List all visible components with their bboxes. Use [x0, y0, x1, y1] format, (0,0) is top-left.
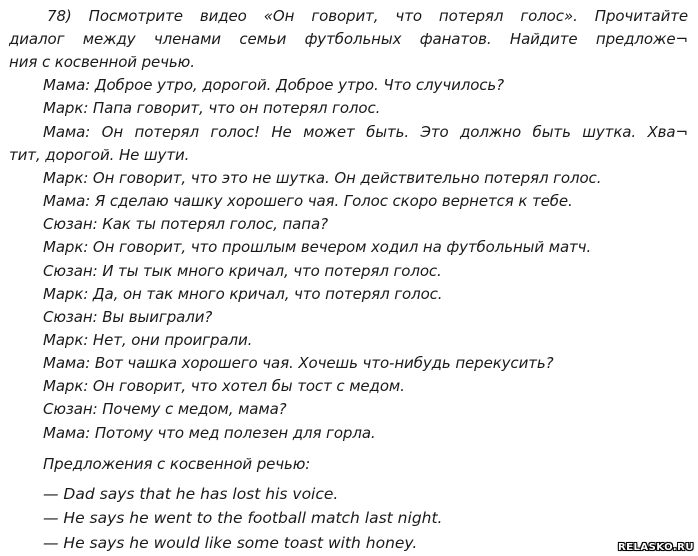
task-line-3: ния с косвенной речью.	[9, 53, 195, 71]
dialogue-line: Марк: Папа говорит, что он потерял голос.	[43, 99, 381, 117]
dialogue-line: Марк: Он говорит, что прошлым вечером ходил на футбольный матч.	[43, 238, 592, 256]
answer-line: — He says he would like some toast with honey.	[43, 534, 418, 552]
dialogue-line: Сюзан: И ты тык много кричал, что потерял голос.	[43, 262, 442, 280]
task-line-1: 78) Посмотрите видео «Он говорит, что потерял голос». Прочитайте	[47, 7, 688, 25]
dialogue-line: Мама: Я сделаю чашку хорошего чая. Голос скоро вернется к тебе.	[43, 192, 573, 210]
dialogue-line: Марк: Нет, они проиграли.	[43, 331, 253, 349]
dialogue-line: тит, дорогой. Не шути.	[9, 146, 190, 164]
dialogue-line: Сюзан: Как ты потерял голос, папа?	[43, 215, 328, 233]
dialogue-line: Марк: Да, он так много кричал, что потерял голос.	[43, 285, 443, 303]
dialogue-line: Мама: Вот чашка хорошего чая. Хочешь что-нибудь перекусить?	[43, 354, 554, 372]
dialogue-line: Марк: Он говорит, что хотел бы тост с медом.	[43, 377, 405, 395]
dialogue-line: Мама: Он потерял голос! Не может быть. Это должно быть шутка. Хва¬	[43, 123, 688, 141]
answer-line: — Dad says that he has lost his voice.	[43, 485, 339, 503]
dialogue-line: Мама: Доброе утро, дорогой. Доброе утро. Что случилось?	[43, 76, 505, 94]
answer-line: — He says he went to the football match last night.	[43, 509, 443, 527]
dialogue-line: Сюзан: Вы выиграли?	[43, 308, 213, 326]
dialogue-line: Марк: Он говорит, что это не шутка. Он действительно потерял голос.	[43, 169, 602, 187]
answers-heading: Предложения с косвенной речью:	[43, 455, 311, 473]
dialogue-line: Сюзан: Почему с медом, мама?	[43, 400, 287, 418]
watermark: RELASKO.RU	[617, 542, 694, 553]
dialogue-line: Мама: Потому что мед полезен для горла.	[43, 424, 376, 442]
task-line-2: диалог между членами семьи футбольных фанатов. Найдите предложе¬	[9, 30, 688, 48]
